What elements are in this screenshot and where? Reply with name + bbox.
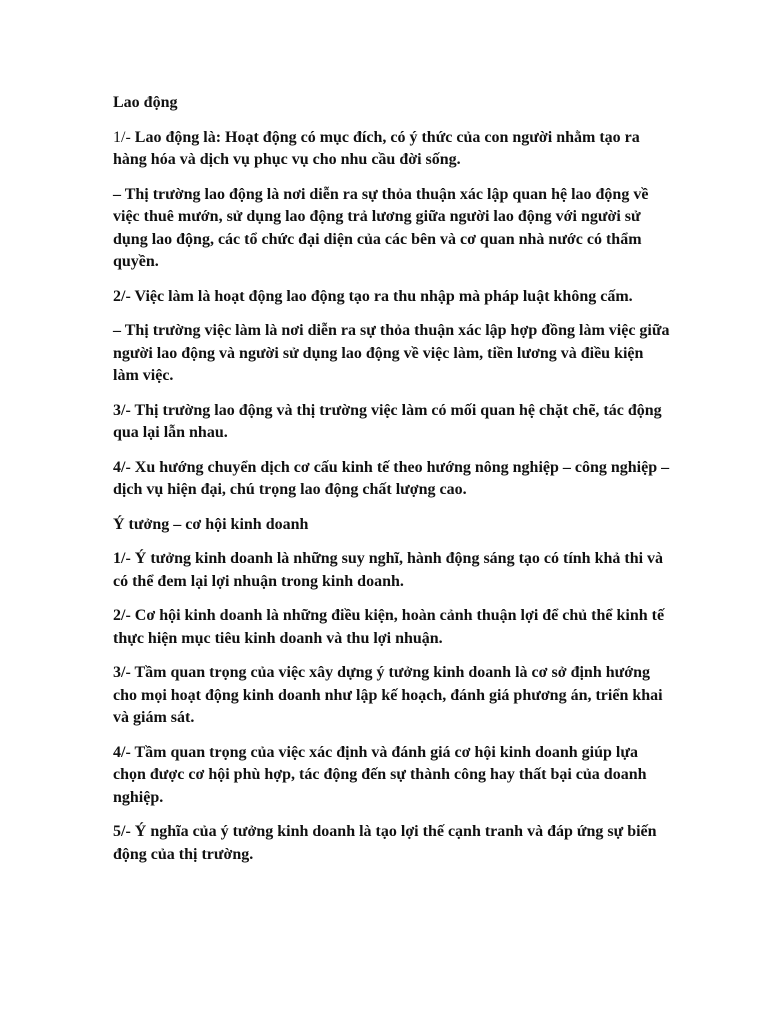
paragraph-tam-quan-trong-y-tuong: 3/- Tầm quan trọng của việc xây dựng ý tưởng kinh doanh là cơ sở định hướng cho mọi hoạt động kinh doanh như lập kế hoạch, đánh giá phương án, triển khai và giám sát. bbox=[113, 664, 663, 726]
paragraph-viec-lam: 2/- Việc làm là hoạt động lao động tạo ra thu nhập mà pháp luật không cấm. bbox=[113, 287, 633, 305]
paragraph-thi-truong-viec-lam: – Thị trường việc làm là nơi diễn ra sự thỏa thuận xác lập hợp đồng làm việc giữa người lao động và người sử dụng lao động về việc làm, tiền lương và điều kiện làm việc. bbox=[113, 322, 670, 384]
paragraph-thi-truong-lao-dong: – Thị trường lao động là nơi diễn ra sự thỏa thuận xác lập quan hệ lao động về việc thuê mướn, sử dụng lao động trả lương giữa người lao động với người sử dụng lao động, các tổ chức đại diện của các bên và cơ quan nhà nước có thẩm quyền. bbox=[113, 185, 649, 270]
paragraph-moi-quan-he: 3/- Thị trường lao động và thị trường việc làm có mối quan hệ chặt chẽ, tác động qua lại lẫn nhau. bbox=[113, 401, 662, 441]
paragraph-number: 1/- bbox=[113, 128, 131, 146]
paragraph-xu-huong: 4/- Xu hướng chuyển dịch cơ cấu kinh tế theo hướng nông nghiệp – công nghiệp – dịch vụ hiện đại, chú trọng lao động chất lượng cao. bbox=[113, 458, 670, 498]
paragraph-y-tuong-kinh-doanh: 1/- Ý tưởng kinh doanh là những suy nghĩ, hành động sáng tạo có tính khả thi và có thể đem lại lợi nhuận trong kinh doanh. bbox=[113, 550, 664, 590]
paragraph-text: Lao động là: Hoạt động có mục đích, có ý thức của con người nhằm tạo ra hàng hóa và dịch vụ phục vụ cho nhu cầu đời sống. bbox=[113, 128, 640, 168]
section-heading-lao-dong: Lao động bbox=[113, 94, 178, 111]
document-page bbox=[113, 92, 673, 878]
paragraph-y-nghia: 5/- Ý nghĩa của ý tưởng kinh doanh là tạo lợi thế cạnh tranh và đáp ứng sự biến động của thị trường. bbox=[113, 823, 657, 863]
paragraph-co-hoi-kinh-doanh: 2/- Cơ hội kinh doanh là những điều kiện, hoàn cảnh thuận lợi để chủ thể kinh tế thực hiện mục tiêu kinh doanh và thu lợi nhuận. bbox=[113, 607, 665, 647]
paragraph-lao-dong-definition bbox=[113, 127, 673, 172]
section-heading-y-tuong: Ý tưởng – cơ hội kinh doanh bbox=[113, 515, 309, 533]
paragraph-tam-quan-trong-co-hoi: 4/- Tầm quan trọng của việc xác định và đánh giá cơ hội kinh doanh giúp lựa chọn được cơ hội phù hợp, tác động đến sự thành công hay thất bại của doanh nghiệp. bbox=[113, 743, 647, 806]
